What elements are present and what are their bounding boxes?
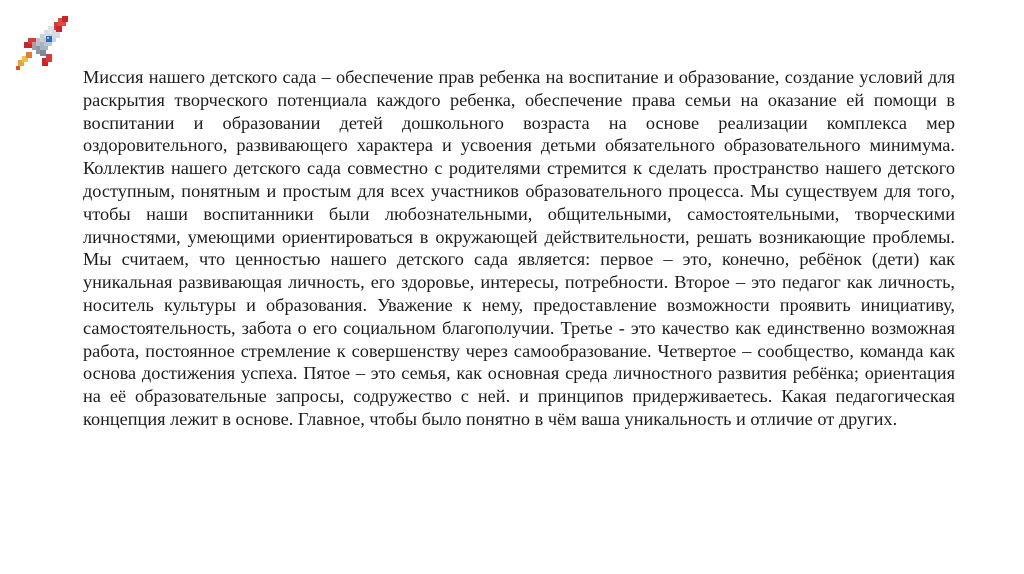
mission-paragraph: Миссия нашего детского сада – обеспечение прав ребенка на воспитание и образование, создание условий для раскрытия творческого потенциала каждого ребенка, обеспечение права семьи на оказание ей помощи в воспитании и образовании детей дошкольного возраста на основе реализации комплекса мер оздоровительного, развивающего характера и усвоения детьми обязательного образовательного минимума. Коллектив нашего детского сада совместно с родителями стремится к сделать пространство нашего детского доступным, понятным и простым для всех участников образовательного процесса. Мы существуем для того, чтобы наши воспитанники были любознательными, общительными, самостоятельными, творческими личностями, умеющими ориентироваться в окружающей действительности, решать возникающие проблемы. Мы считаем, что ценностью нашего детского сада является: первое – это, конечно, ребёнок (дети) как уникальная развивающая личность, его здоровье, интересы, потребности. Второе – это педагог как личность, носитель культуры и образования. Уважение к нему, предоставление возможности проявить инициативу, самостоятельность, забота о его социальном благополучии. Третье - это качество как единственно возможная работа, постоянное стремление к совершенству через самообразование. Четвертое – сообщество, команда как основа достижения успеха. Пятое – это семья, как основная среда личностного развития ребёнка; ориентация на её образовательные запросы, содружество с ней. и принципов придерживаетесь. Какая педагогическая концепция лежит в основе. Главное, чтобы было понятно в чём ваша уникальность и отличие от других. [83,67,955,429]
rocket-icon [14,12,78,76]
